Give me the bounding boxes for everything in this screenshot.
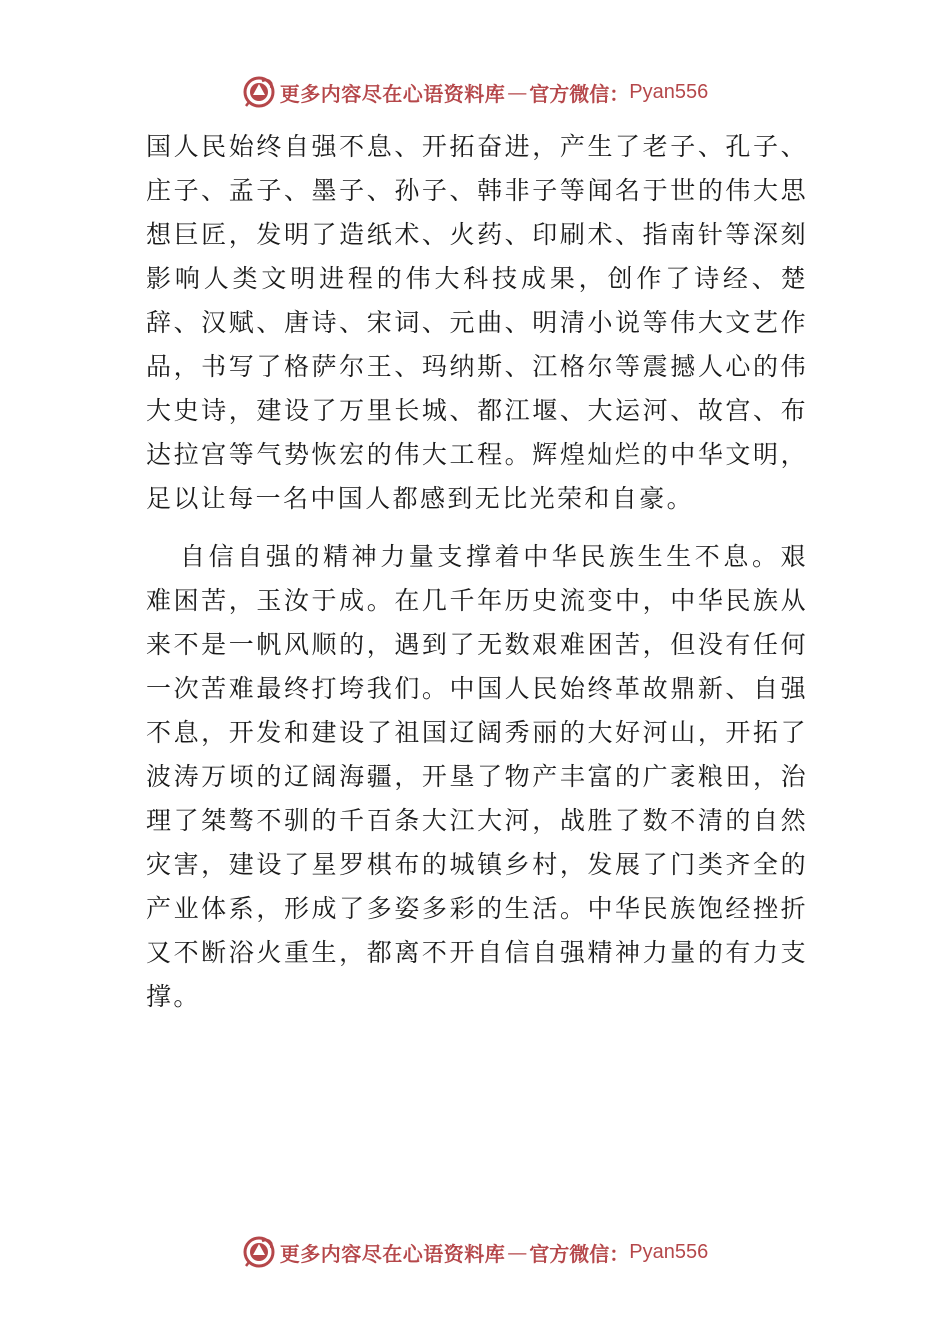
document-body xyxy=(146,125,808,1019)
footer-wechat-label: 官方微信： xyxy=(529,1241,630,1266)
seal-logo-icon xyxy=(242,1235,276,1269)
footer-banner xyxy=(0,1232,950,1272)
footer-banner-text: 更多内容尽在心语资料库 xyxy=(279,1241,506,1266)
header-banner-text: 更多内容尽在心语资料库 xyxy=(279,81,506,106)
paragraph-2: 自信自强的精神力量支撑着中华民族生生不息。艰难困苦，玉汝于成。在几千年历史流变中，中华民族从来不是一帆风顺的，遇到了无数艰难困苦，但没有任何一次苦难最终打垮我们。中国人民始终革故鼎新、自强不息，开发和建设了祖国辽阔秀丽的大好河山，开拓了波涛万顷的辽阔海疆，开垦了物产丰富的广袤粮田，治理了桀骜不驯的千百条大江大河，战胜了数不清的自然灾害，建设了星罗棋布的城镇乡村，发展了门类齐全的产业体系，形成了多姿多彩的生活。中华民族饱经挫折又不断浴火重生，都离不开自信自强精神力量的有力支撑。 xyxy=(146,542,808,1011)
footer-banner-inner xyxy=(242,1235,708,1269)
header-banner xyxy=(0,72,950,112)
paragraph-1: 国人民始终自强不息、开拓奋进，产生了老子、孔子、庄子、孟子、墨子、孙子、韩非子等闻名于世的伟大思想巨匠，发明了造纸术、火药、印刷术、指南针等深刻影响人类文明进程的伟大科技成果，创作了诗经、楚辞、汉赋、唐诗、宋词、元曲、明清小说等伟大文艺作品，书写了格萨尔王、玛纳斯、江格尔等震撼人心的伟大史诗，建设了万里长城、都江堰、大运河、故宫、布达拉宫等气势恢宏的伟大工程。辉煌灿烂的中华文明，足以让每一名中国人都感到无比光荣和自豪。 xyxy=(146,132,808,513)
header-wechat-label: 官方微信： xyxy=(529,81,630,106)
seal-logo-icon xyxy=(242,75,276,109)
header-separator: — xyxy=(507,80,528,104)
header-wechat-id: Pyan556 xyxy=(629,80,709,103)
footer-wechat-id: Pyan556 xyxy=(629,1240,709,1263)
header-banner-inner xyxy=(242,75,708,109)
footer-separator: — xyxy=(507,1240,528,1264)
